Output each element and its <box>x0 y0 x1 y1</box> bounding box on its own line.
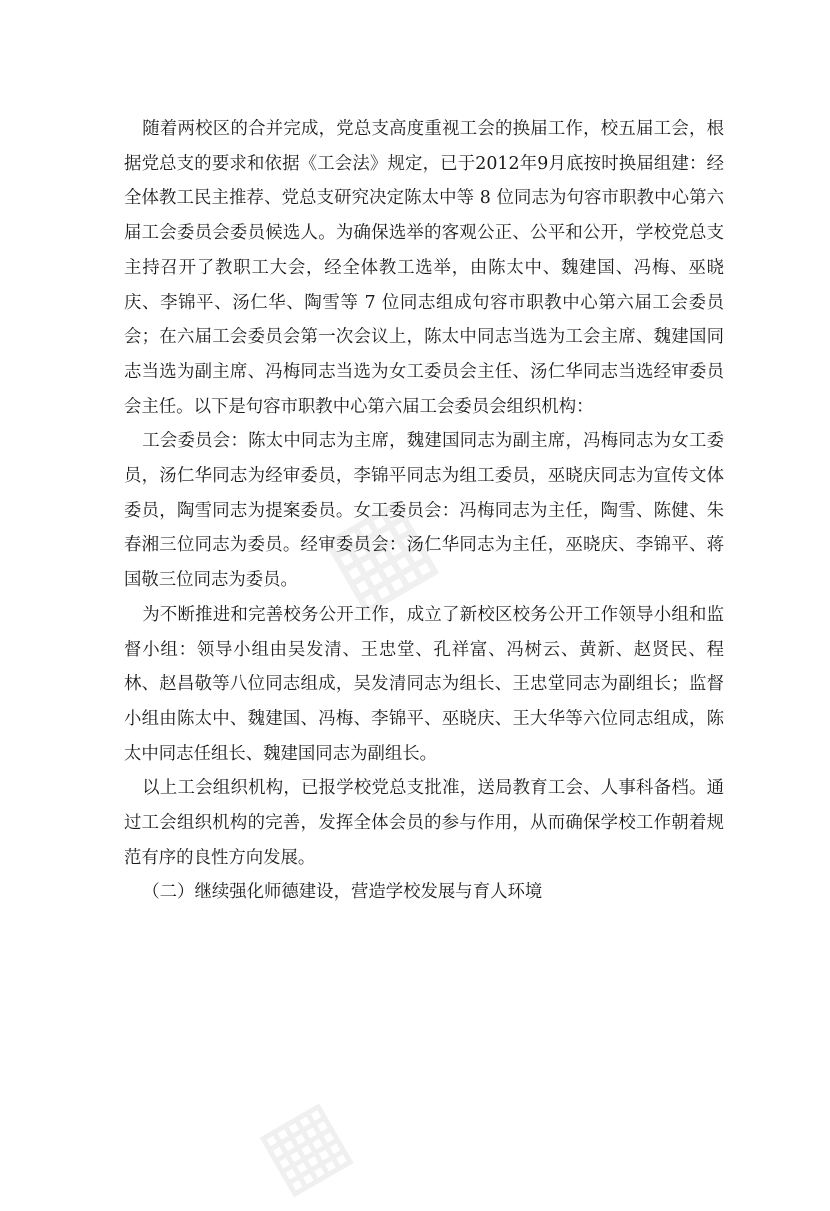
paragraph-union-committee: 工会委员会：陈太中同志为主席，魏建国同志为副主席，冯梅同志为女工委员，汤仁华同志为经审委员，李锦平同志为组工委员，巫晓庆同志为宣传文体委员，陶雪同志为提案委员。女工委员会：冯梅同志为主任，陶雪、陈健、朱春湘三位同志为委员。经审委员会：汤仁华同志为主任，巫晓庆、李锦平、蒋国敬三位同志为委员。 <box>124 431 724 591</box>
document-body <box>124 112 724 910</box>
paragraph-affairs-disclosure: 为不断推进和完善校务公开工作，成立了新校区校务公开工作领导小组和监督小组：领导小组由吴发清、王忠堂、孔祥富、冯树云、黄新、赵贤民、程林、赵昌敬等八位同志组成，吴发清同志为组长、王忠堂同志为副组长；监督小组由陈太中、魏建国、冯梅、李锦平、巫晓庆、王大华等六位同志组成，陈太中同志任组长、魏建国同志为副组长。 <box>124 604 724 764</box>
paragraph-filing: 以上工会组织机构，已报学校党总支批准，送局教育工会、人事科备档。通过工会组织机构的完善，发挥全体会员的参与作用，从而确保学校工作朝着规范有序的良性方向发展。 <box>124 778 724 868</box>
watermark: ▦ <box>240 1077 367 1211</box>
section-heading: （二）继续强化师德建设，营造学校发展与育人环境 <box>142 882 543 903</box>
watermark: ▦ <box>300 468 455 631</box>
paragraph-union-election: 随着两校区的合并完成，党总支高度重视工会的换届工作，校五届工会，根据党总支的要求和依据《工会法》规定，已于2012年9月底按时换届组建：经全体教工民主推荐、党总支研究决定陈太中等 8 位同志为句容市职教中心第六届工会委员会委员候选人。为确保选举的客观公正、公平和公开，学校党总支主持召开了教职工大会，经全体教工选举，由陈太中、魏建国、冯梅、巫晓庆、李锦平、汤仁华、陶雪等 7 位同志组成句容市职教中心第六届工会委员会；在六届工会委员会第一次会议上，陈太中同志当选为工会主席、魏建国同志当选为副主席、冯梅同志当选为女工委员会主任、汤仁华同志当选经审委员会主任。以下是句容市职教中心第六届工会委员会组织机构： <box>124 119 724 417</box>
